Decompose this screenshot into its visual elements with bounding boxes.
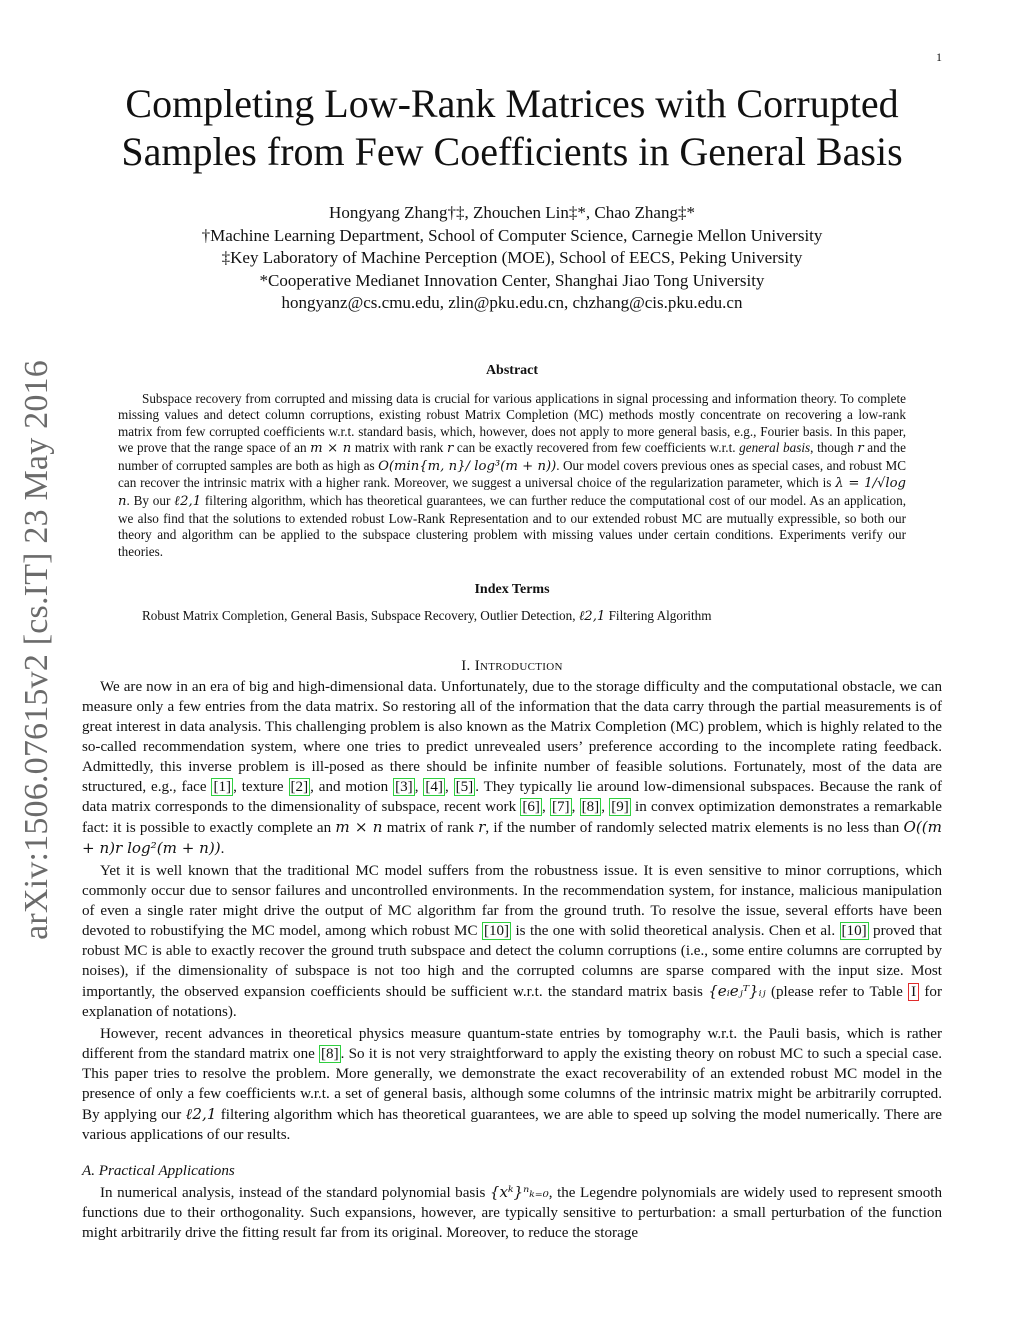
citation-link[interactable]: [3] [395,779,413,796]
index-terms-body: Robust Matrix Completion, General Basis, Subspace Recovery, Outlier Detection, ℓ2,1 Filtering Algorithm [142,608,712,625]
math-bound: O(min{m, n}/ log³(m + n)) [378,458,557,474]
author-emails: hongyanz@cs.cmu.edu, zlin@pku.edu.cn, chzhang@cis.pku.edu.cn [281,293,743,312]
math-l21: ℓ2,1 [174,494,202,510]
citation-link[interactable]: [10] [841,923,867,940]
intro-paragraph-1: We are now in an era of big and high-dimensional data. Unfortunately, due to the storage difficulty and the computational obstacle, we can measure only a few entries from the data matrix. So restoring all of the information that the data carry through the partial measurements is of great interest in data analysis. This challenging problem is also known as the Matrix Completion (MC) problem, which is highly related to the so-called recommendation system, where one tries to predict unrevealed users’ preference according to the incomplete rating feedback. Admittedly, this inverse problem is ill-posed as there should be infinite number of feasible solutions. Fortunately, most of the data are structured, e.g., face [1] , texture [2] , and motion [3] , [4] , [5] . They typically lie around low-dimensional subspaces. Because the rank of data matrix corresponds to the dimensionality of subspace, recent work [6] , [7] , [8] , [9] in convex optimization demonstrates a remarkable fact: it is possible to exactly complete an m × n matrix of rank r, if the number of randomly selected matrix elements is no less than O((m + n)r log²(m + n)). [82,679,943,858]
math-lambda: λ = 1/√log n [118,476,906,510]
applications-paragraph-1: In numerical analysis, instead of the standard polynomial basis {xᵏ}ⁿₖ₌₀, the Legendre polynomials are widely used to represent smooth functions due to their orthogonality. Such expansions, however, are typically sensitive to perturbation: a small perturbation of the function might arbitrarily drive the fitting result far from its original. Moreover, to reduce the storage [82,1183,942,1242]
paper-content [82,80,942,1243]
intro-paragraph-3: However, recent advances in theoretical physics measure quantum-state entries by tomography w.r.t. the Pauli basis, which is rather different from the standard matrix one [8] . So it is not very straightforward to apply the existing theory on robust MC to such a special case. This paper tries to resolve the problem. More generally, we demonstrate the exact recoverability of an extended robust MC model in the presence of only a few coefficients w.r.t. a set of general basis, although some columns of the intrinsic matrix might be arbitrarily corrupted. By applying our ℓ2,1 filtering algorithm which has theoretical guarantees, we are able to speed up solving the model numerically. There are various applications of our results. [82,1026,942,1144]
math-sample-bound: O((m + n)r log²(m + n)) [82,818,942,858]
intro-paragraph-2: Yet it is well known that the traditional MC model suffers from the robustness issue. It is even sensitive to minor corruptions, which commonly occur due to sensor failures and uncontrolled environments. In the recommendation system, for instance, malicious manipulation of even a single rater might drive the output of MC algorithm far from the ground truth. To resolve the issue, several efforts have been devoted to robustifying the MC model, among which robust MC [10] is the one with solid theoretical analysis. Chen et al. [10] proved that robust MC is able to exactly recover the ground truth subspace and detect the column corruptions (i.e., some entire columns are corrupted by noises), if the dimensionality of subspace is not too high and the corrupted columns are sparse compared with the input size. Most importantly, the observed expansion coefficients should be sufficient w.r.t. the standard matrix basis {eᵢeⱼᵀ}ᵢⱼ (please refer to Table I for explanation of notations). [82,863,943,1021]
title-line-2: Samples from Few Coefficients in General Basis [121,129,903,174]
arxiv-sidebar-stamp [15,360,59,940]
author-block [82,202,942,315]
affiliation-1: †Machine Learning Department, School of Computer Science, Carnegie Mellon University [201,225,823,245]
index-terms-heading: Index Terms [474,582,550,598]
table-reference-link[interactable]: I [908,983,919,1001]
math-m-by-n: m × n [310,441,352,457]
math-r: r [446,441,454,457]
citation-link[interactable]: [2] [290,779,309,796]
citation-link[interactable]: [1] [213,779,232,796]
page-number: 1 [936,50,942,64]
citation-link[interactable]: [4] [425,779,443,796]
author-names: Hongyang Zhang†‡, Zhouchen Lin‡*, Chao Zhang‡* [329,203,695,222]
citation-link[interactable]: [5] [455,779,474,796]
citation-link[interactable]: [9] [611,799,629,816]
emph-general-basis: general basis [739,440,811,456]
affiliation-3: *Cooperative Medianet Innovation Center, Shanghai Jiao Tong University [259,270,765,290]
citation-link[interactable]: [6] [522,799,540,816]
affiliation-2: ‡Key Laboratory of Machine Perception (MOE), School of EECS, Peking University [221,248,803,267]
math-polynomial-basis: {xᵏ}ⁿₖ₌₀ [489,1183,549,1202]
citation-link[interactable]: [8] [321,1046,339,1063]
math-standard-basis: {eᵢeⱼᵀ}ᵢⱼ [708,982,766,1001]
citation-link[interactable]: [10] [483,923,510,940]
citation-link[interactable]: [8] [581,799,600,816]
arxiv-id-text: arXiv:1506.07615v2 [cs.IT] 23 May 2016 [18,360,55,940]
paper-title [82,80,942,176]
abstract-heading: Abstract [485,362,539,378]
section-heading-introduction: I. Introduction [461,658,563,675]
abstract-body: Subspace recovery from corrupted and missing data is crucial for various applications in signal processing and information theory. To complete missing values and detect column corruptions, existing robust Matrix Completion (MC) methods mostly concentrate on recovering a low-rank matrix from few corrupted coefficients w.r.t. standard basis, which, however, does not apply to more general basis, e.g., Fourier basis. In this paper, we prove that the range space of an m × n matrix with rank r can be exactly recovered from few coefficients w.r.t. general basis, though r and the number of corrupted samples are both as high as O(min{m, n}/ log³(m + n)). Our model covers previous ones as special cases, and robust MC can recover the intrinsic matrix with a higher rank. Moreover, we suggest a universal choice of the regularization parameter, which is λ = 1/√log n. By our ℓ2,1 filtering algorithm, which has theoretical guarantees, we can further reduce the computational cost of our model. As an application, we also find that the solutions to extended robust Low-Rank Representation and to our extended robust MC are mutually expressible, so both our theory and algorithm can be applied to the subspace clustering problem with missing values under certain conditions. Experiments verify our theories. [118,390,907,559]
subsection-heading-practical-applications: A. Practical Applications [82,1163,235,1180]
citation-link[interactable]: [7] [551,799,570,816]
title-line-1: Completing Low-Rank Matrices with Corrupted [125,81,899,126]
